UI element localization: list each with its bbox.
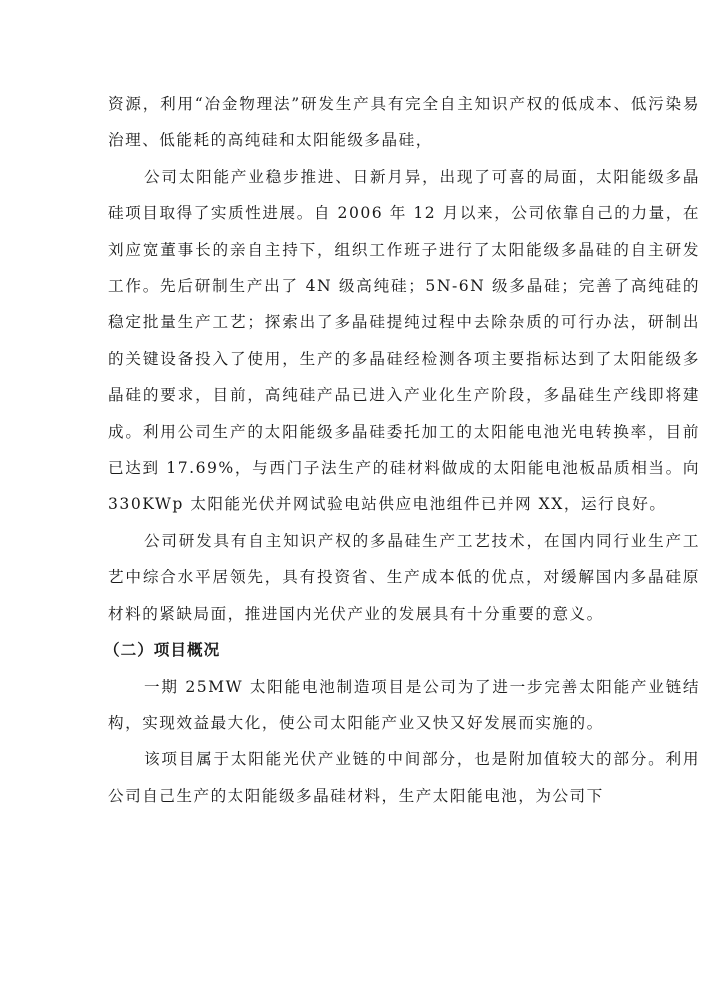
paragraph-project-phase-one: 一期 25MW 太阳能电池制造项目是公司为了进一步完善太阳能产业链结构，实现效益最大化，使公司太阳能产业又快又好发展而实施的。 bbox=[108, 677, 700, 732]
paragraph-solar-progress: 公司太阳能产业稳步推进、日新月异，出现了可喜的局面，太阳能级多晶硅项目取得了实质性进展。自 2006 年 12 月以来，公司依靠自己的力量，在刘应宽董事长的亲自主持下，组织工作班子进行了太阳能级多晶硅的自主研发工作。先后研制生产出了 4N 级高纯硅；5N-6N 级多晶硅；完善了高纯硅的稳定批量生产工艺；探索出了多晶硅提纯过程中去除杂质的可行办法，研制出的关键设备投入了使用，生产的多晶硅经检测各项主要指标达到了太阳能级多晶硅的要求，目前，高纯硅产品已进入产业化生产阶段，多晶硅生产线即将建成。利用公司生产的太阳能级多晶硅委托加工的太阳能电池光电转换率，目前已达到 17.69%，与西门子法生产的硅材料做成的太阳能电池板品质相当。向 330KWp 太阳能光伏并网试验电站供应电池组件已并网 XX，运行良好。 bbox=[108, 167, 700, 514]
paragraph-project-value-chain: 该项目属于太阳能光伏产业链的中间部分，也是附加值较大的部分。利用公司自己生产的太阳能级多晶硅材料，生产太阳能电池，为公司下 bbox=[108, 750, 700, 805]
paragraph-rd-significance: 公司研发具有自主知识产权的多晶硅生产工艺技术，在国内同行业生产工艺中综合水平居领先，具有投资省、生产成本低的优点，对缓解国内多晶硅原材料的紧缺局面，推进国内光伏产业的发展具有十分重要的意义。 bbox=[108, 531, 700, 623]
document-page bbox=[104, 86, 700, 814]
section-heading-project-overview: （二）项目概况 bbox=[104, 641, 221, 660]
paragraph-continuation: 资源，利用“冶金物理法”研发生产具有完全自主知识产权的低成本、低污染易治理、低能耗的高纯硅和太阳能级多晶硅， bbox=[108, 95, 700, 150]
